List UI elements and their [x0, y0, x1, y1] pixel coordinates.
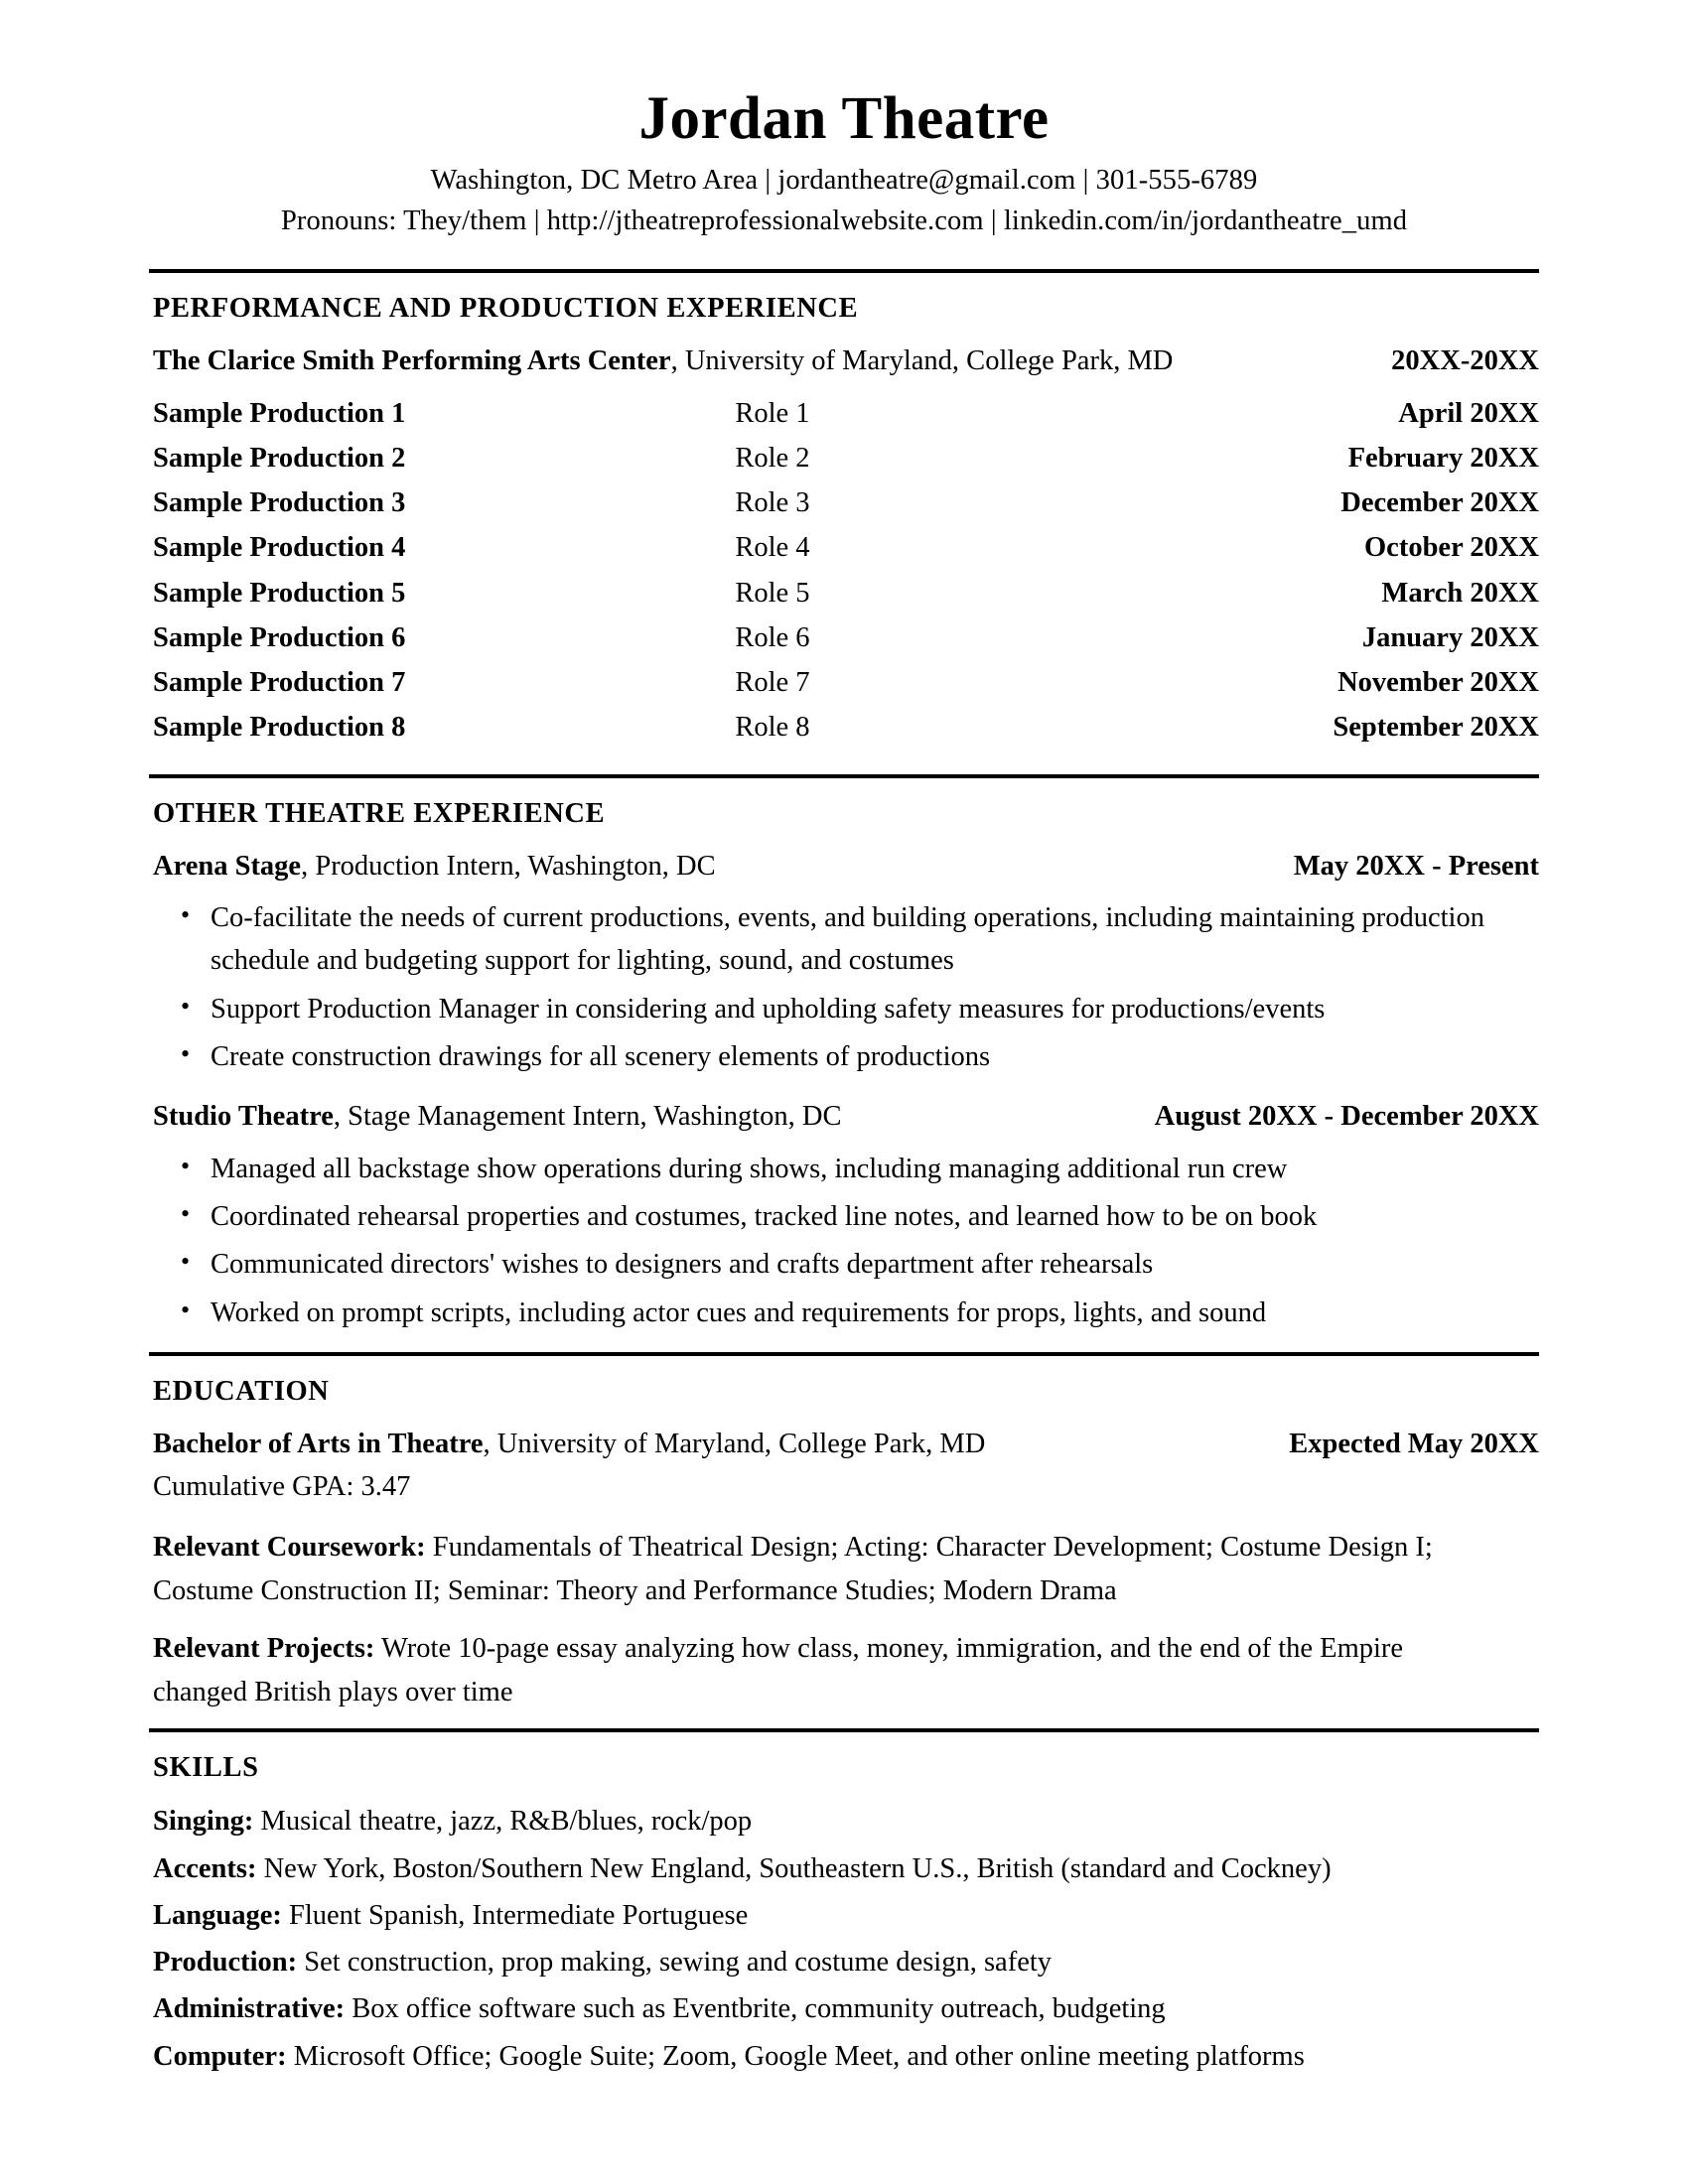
projects-text: Wrote 10-page essay analyzing how class, money, immigration, and the end of the Empire changed British plays over time — [153, 1632, 1404, 1708]
table-row — [153, 615, 1539, 660]
divider-other-theatre — [149, 774, 1539, 778]
job-header — [153, 1096, 1539, 1137]
section-performance-experience — [149, 293, 1539, 751]
skill-value: Microsoft Office; Google Suite; Zoom, Google Meet, and other online meeting platforms — [286, 2040, 1305, 2072]
table-row — [153, 571, 1539, 615]
divider-education — [149, 1352, 1539, 1356]
section-other-theatre-experience — [149, 798, 1539, 1334]
job-org-detail: , Production Intern, Washington, DC — [301, 850, 716, 882]
skill-value: Musical theatre, jazz, R&B/blues, rock/pop — [253, 1806, 753, 1838]
performance-org-block — [153, 341, 1539, 751]
table-row — [153, 481, 1539, 526]
job-arena-stage — [153, 846, 1539, 1079]
production-title: Sample Production 6 — [153, 621, 406, 653]
production-date: October 20XX — [1364, 532, 1539, 564]
job-bullet-list — [153, 896, 1539, 1078]
section-education — [149, 1376, 1539, 1714]
org-header-clarice — [153, 341, 1539, 381]
production-table — [153, 391, 1539, 751]
skill-label: Production: — [153, 1947, 298, 1979]
skill-label: Language: — [153, 1899, 282, 1931]
coursework-text: Fundamentals of Theatrical Design; Acting: Character Development; Costume Design I; Costume Construction II; Seminar: Theory and Performance Studies; Modern Drama — [153, 1531, 1433, 1606]
skill-value: Set construction, prop making, sewing and costume design, safety — [297, 1947, 1053, 1979]
list-item: • Managed all backstage show operations during shows, including managing additional run crew — [153, 1148, 1539, 1190]
production-title: Sample Production 5 — [153, 577, 406, 609]
production-role: Role 5 — [735, 577, 810, 609]
org-date: 20XX-20XX — [1391, 344, 1539, 376]
relevant-coursework — [153, 1526, 1434, 1613]
skill-label: Computer: — [153, 2040, 287, 2072]
production-role: Role 3 — [735, 487, 810, 519]
job-date: August 20XX - December 20XX — [1154, 1101, 1539, 1133]
production-title: Sample Production 4 — [153, 532, 406, 564]
skill-item — [153, 1800, 1539, 1843]
production-date: January 20XX — [1361, 621, 1539, 653]
skill-label: Administrative: — [153, 1993, 346, 2025]
degree-header — [153, 1424, 1539, 1464]
section-heading-skills: SKILLS — [153, 1752, 259, 1784]
job-org-detail: , Stage Management Intern, Washington, DC — [333, 1101, 842, 1133]
section-heading-education: EDUCATION — [153, 1375, 330, 1407]
production-title: Sample Production 3 — [153, 487, 406, 519]
list-item: • Support Production Manager in considering and upholding safety measures for productions/events — [153, 988, 1539, 1030]
skill-item — [153, 1941, 1539, 1983]
page-title: Jordan Theatre — [638, 85, 1050, 152]
production-table-body — [153, 391, 1539, 751]
contact-line-primary: Washington, DC Metro Area | jordantheatre@gmail.com | 301-555-6789 — [430, 165, 1258, 197]
production-title: Sample Production 2 — [153, 442, 406, 474]
skill-value: Fluent Spanish, Intermediate Portuguese — [281, 1899, 749, 1931]
production-title: Sample Production 7 — [153, 666, 406, 698]
section-heading-other-theatre: OTHER THEATRE EXPERIENCE — [153, 797, 606, 829]
divider-header — [149, 269, 1539, 273]
skill-label: Singing: — [153, 1806, 254, 1838]
table-row — [153, 436, 1539, 480]
production-role: Role 8 — [735, 712, 810, 744]
org-detail: , University of Maryland, College Park, MD — [670, 344, 1174, 376]
skill-value: Box office software such as Eventbrite, community outreach, budgeting — [345, 1993, 1166, 2025]
production-date: September 20XX — [1333, 712, 1539, 744]
list-item: • Communicated directors' wishes to designers and crafts department after rehearsals — [153, 1243, 1539, 1286]
production-role: Role 6 — [735, 621, 810, 653]
job-org-name: Arena Stage — [153, 850, 302, 882]
section-skills — [149, 1752, 1539, 2078]
job-header — [153, 846, 1539, 887]
skills-list — [153, 1800, 1539, 2078]
skill-label: Accents: — [153, 1852, 257, 1884]
gpa-line: Cumulative GPA: 3.47 — [153, 1471, 411, 1503]
production-role: Role 2 — [735, 442, 810, 474]
list-item: • Worked on prompt scripts, including actor cues and requirements for props, lights, and sound — [153, 1292, 1539, 1334]
degree-detail: , University of Maryland, College Park, MD — [483, 1428, 986, 1459]
job-studio-theatre — [153, 1096, 1539, 1334]
production-date: March 20XX — [1381, 577, 1539, 609]
resume-header — [149, 87, 1539, 241]
divider-skills — [149, 1728, 1539, 1732]
table-row — [153, 706, 1539, 751]
table-row — [153, 526, 1539, 571]
production-role: Role 1 — [735, 397, 810, 429]
section-heading-performance: PERFORMANCE AND PRODUCTION EXPERIENCE — [153, 292, 859, 324]
skill-value: New York, Boston/Southern New England, Southeastern U.S., British (standard and Cockney) — [256, 1852, 1332, 1884]
projects-label: Relevant Projects: — [153, 1632, 375, 1664]
production-title: Sample Production 1 — [153, 397, 406, 429]
production-role: Role 7 — [735, 666, 810, 698]
table-row — [153, 660, 1539, 705]
job-bullet-list — [153, 1148, 1539, 1334]
production-date: April 20XX — [1398, 397, 1539, 429]
skill-item — [153, 1987, 1539, 2030]
degree-name: Bachelor of Arts in Theatre — [153, 1428, 484, 1459]
skill-item — [153, 1847, 1539, 1890]
job-date: May 20XX - Present — [1293, 850, 1539, 882]
production-title: Sample Production 8 — [153, 712, 406, 744]
production-role: Role 4 — [735, 532, 810, 564]
list-item: • Create construction drawings for all scenery elements of productions — [153, 1035, 1539, 1078]
education-block — [153, 1424, 1539, 1714]
job-org-name: Studio Theatre — [153, 1101, 334, 1133]
skill-item — [153, 1894, 1539, 1937]
degree-date: Expected May 20XX — [1289, 1428, 1539, 1459]
production-date: February 20XX — [1347, 442, 1539, 474]
list-item: • Co-facilitate the needs of current productions, events, and building operations, including maintaining production schedule and budgeting support for lighting, sound, and costumes — [153, 896, 1539, 983]
skill-item — [153, 2035, 1539, 2078]
production-date: December 20XX — [1340, 487, 1539, 519]
relevant-projects — [153, 1627, 1434, 1714]
table-row — [153, 391, 1539, 436]
list-item: • Coordinated rehearsal properties and costumes, tracked line notes, and learned how to be on book — [153, 1195, 1539, 1238]
contact-line-secondary: Pronouns: They/them | http://jtheatreprofessionalwebsite.com | linkedin.com/in/jordantheatre_umd — [280, 205, 1408, 236]
production-date: November 20XX — [1337, 666, 1539, 698]
org-name: The Clarice Smith Performing Arts Center — [153, 344, 671, 376]
coursework-label: Relevant Coursework: — [153, 1531, 426, 1563]
